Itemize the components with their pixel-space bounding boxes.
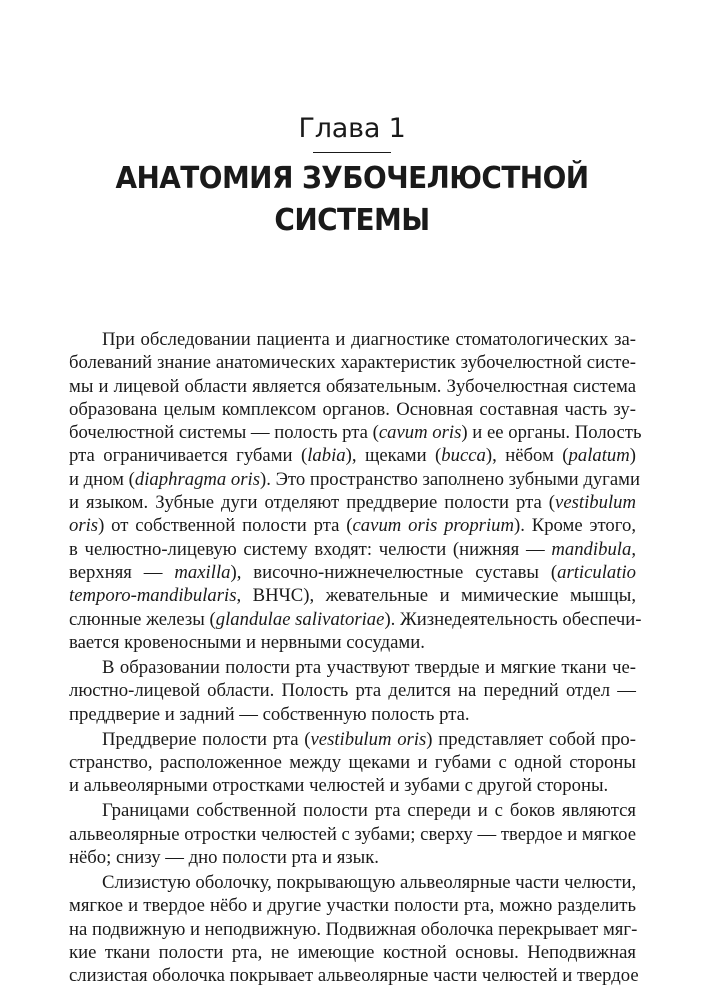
paragraph bbox=[69, 328, 642, 654]
text-line bbox=[69, 918, 636, 941]
text-run: бочелюстной системы — полость рта ( bbox=[69, 422, 379, 444]
text-line bbox=[69, 846, 636, 869]
paragraph bbox=[69, 656, 636, 726]
text-run: В образовании полости рта участвуют твердые и мягкие ткани че- bbox=[102, 656, 636, 678]
text-run: мы и лицевой области является обязательным. Зубочелюстная система bbox=[69, 375, 636, 397]
text-line bbox=[69, 421, 642, 444]
text-line bbox=[69, 561, 636, 584]
text-line bbox=[69, 703, 636, 726]
text-run: слюнные железы ( bbox=[69, 608, 216, 630]
text-line bbox=[69, 584, 636, 607]
text-run: и дном ( bbox=[69, 468, 135, 490]
text-run: ), щеками ( bbox=[345, 445, 442, 467]
text-run: Слизистую оболочку, покрывающую альвеолярные части челюсти, bbox=[102, 872, 637, 894]
text-run: ). Жизнедеятельность обеспечи- bbox=[384, 608, 642, 630]
text-run: слизистая оболочка покрывает альвеолярные части челюстей и твердое bbox=[69, 965, 639, 987]
chapter-label-underline bbox=[313, 152, 391, 153]
text-line bbox=[69, 679, 636, 702]
text-line bbox=[69, 375, 636, 398]
paragraph bbox=[69, 799, 636, 869]
latin-term: vestibulum oris bbox=[310, 728, 427, 750]
text-run: верхняя — bbox=[69, 561, 175, 583]
text-run: вается кровеносными и нервными сосудами. bbox=[69, 631, 425, 653]
text-run: на подвижную и неподвижную. Подвижная оболочка перекрывает мяг- bbox=[69, 918, 638, 940]
text-run: образована целым комплексом органов. Основная составная часть зу- bbox=[69, 398, 636, 420]
text-line bbox=[69, 468, 640, 491]
text-line bbox=[69, 894, 636, 917]
text-line bbox=[69, 941, 636, 964]
text-run: болеваний знание анатомических характеристик зубочелюстной систе- bbox=[69, 352, 636, 374]
text-line bbox=[69, 398, 636, 421]
text-run: нёбо; снизу — дно полости рта и язык. bbox=[69, 846, 379, 868]
chapter-label: Глава 1 bbox=[298, 113, 406, 144]
chapter-title-line: СИСТЕМЫ bbox=[274, 203, 430, 238]
text-run: кие ткани полости рта, не имеющие костной основы. Неподвижная bbox=[69, 941, 636, 963]
text-line bbox=[69, 751, 636, 774]
text-line bbox=[69, 656, 636, 679]
text-run: ). Это пространство заполнено зубными дугами bbox=[260, 468, 640, 490]
latin-term: palatum bbox=[568, 445, 630, 467]
chapter-title bbox=[25, 158, 680, 242]
latin-term: temporo-mandibularis bbox=[69, 585, 237, 607]
text-run: ) bbox=[629, 445, 636, 467]
text-line bbox=[69, 631, 636, 654]
latin-term: oris bbox=[69, 515, 99, 537]
text-run: в челюстно-лицевую систему входят: челюсти (нижняя — bbox=[69, 538, 552, 560]
text-line bbox=[69, 871, 636, 894]
latin-term: articulatio bbox=[557, 561, 636, 583]
paragraph bbox=[69, 728, 636, 798]
text-line bbox=[69, 608, 642, 631]
chapter-title-line: АНАТОМИЯ ЗУБОЧЕЛЮСТНОЙ bbox=[115, 161, 589, 196]
text-line bbox=[69, 328, 636, 351]
text-run: Преддверие полости рта ( bbox=[102, 728, 311, 750]
text-run: странство, расположенное между щеками и губами с одной стороны bbox=[69, 751, 636, 773]
text-run: и альвеолярными отростками челюстей и зубами с другой стороны. bbox=[69, 775, 609, 797]
text-run: люстно-лицевой области. Полость рта делится на передний отдел — bbox=[69, 680, 636, 702]
latin-term: cavum oris bbox=[378, 422, 462, 444]
latin-term: bucca bbox=[441, 445, 486, 467]
text-run: Границами собственной полости рта спереди и с боков являются bbox=[102, 800, 636, 822]
text-run: При обследовании пациента и диагностике стоматологических за- bbox=[102, 329, 636, 350]
paragraph bbox=[69, 871, 639, 987]
text-line bbox=[69, 514, 636, 537]
text-line bbox=[69, 964, 639, 987]
text-run: преддверие и задний — собственную полость рта. bbox=[69, 703, 470, 725]
latin-term: maxilla bbox=[174, 561, 231, 583]
text-run: ), височно-нижнечелюстные суставы ( bbox=[230, 561, 558, 583]
text-run: альвеолярные отростки челюстей с зубами; сверху — твердое и мягкое bbox=[69, 823, 636, 845]
text-line bbox=[69, 774, 636, 797]
text-line bbox=[69, 538, 636, 561]
latin-term: vestibulum bbox=[555, 492, 636, 514]
text-line bbox=[69, 351, 636, 374]
text-line bbox=[69, 823, 636, 846]
text-run: рта ограничивается губами ( bbox=[69, 445, 308, 467]
text-run: ), нёбом ( bbox=[485, 445, 569, 467]
text-line bbox=[69, 444, 636, 467]
latin-term: diaphragma oris bbox=[134, 468, 261, 490]
text-line bbox=[69, 491, 636, 514]
text-run: мягкое и твердое нёбо и другие участки полости рта, можно разделить bbox=[69, 895, 636, 917]
text-run: ) представляет собой про- bbox=[426, 728, 637, 750]
text-run: ). Кроме этого, bbox=[513, 515, 636, 537]
text-run: и языком. Зубные дуги отделяют преддверие полости рта ( bbox=[69, 492, 556, 514]
text-run: ) и ее органы. Полость bbox=[461, 422, 642, 444]
latin-term: mandibula bbox=[551, 538, 632, 560]
body-text bbox=[69, 328, 642, 988]
text-line bbox=[69, 728, 636, 751]
latin-term: glandulae salivatoriae bbox=[215, 608, 385, 630]
text-run: , bbox=[631, 538, 636, 560]
latin-term: cavum oris proprium bbox=[352, 515, 514, 537]
text-run: ) от собственной полости рта ( bbox=[98, 515, 353, 537]
text-run: , ВНЧС), жевательные и мимические мышцы, bbox=[236, 585, 636, 607]
text-line bbox=[69, 799, 636, 822]
latin-term: labia bbox=[307, 445, 346, 467]
